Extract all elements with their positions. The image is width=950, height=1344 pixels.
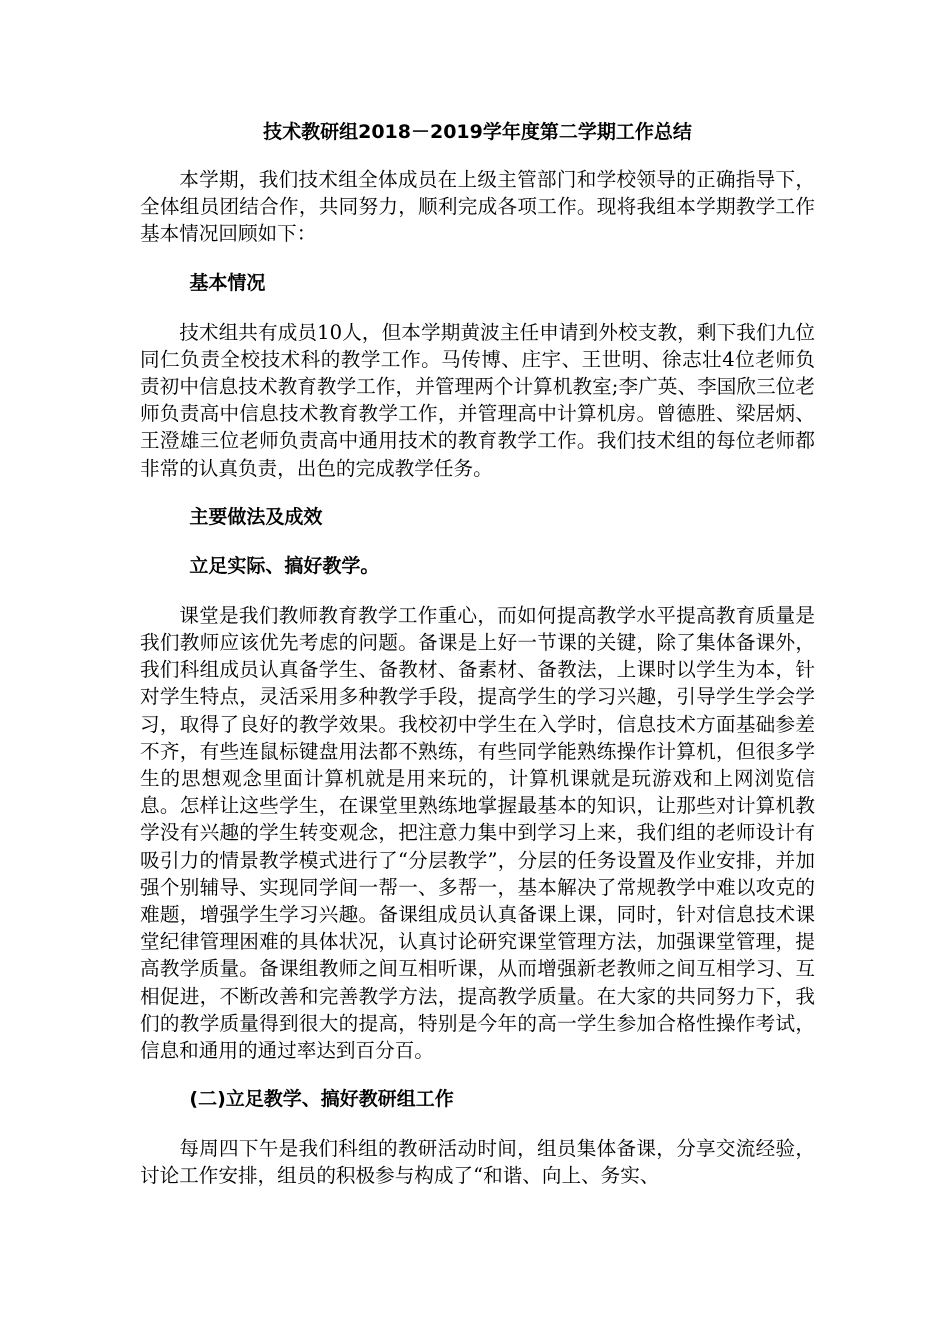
research-paragraph: 每周四下午是我们科组的教研活动时间，组员集体备课，分享交流经验，讨论工作安排，组员的积极参与构成了“和谐、向上、务实、 — [140, 1137, 815, 1188]
section-heading-basic: 基本情况 — [189, 271, 266, 294]
document-page — [140, 118, 815, 1212]
subsection-heading-research: (二)立足教学、搞好教研组工作 — [189, 1088, 454, 1111]
document-title: 技术教研组2018－2019学年度第二学期工作总结 — [263, 121, 692, 143]
basic-info-paragraph: 技术组共有成员10人，但本学期黄波主任申请到外校支教，剩下我们九位同仁负责全校技术科的教学工作。马传博、庄宇、王世明、徐志壮4位老师负责初中信息技术教育教学工作，并管理两个计算机教室;李广英、李国欣三位老师负责高中信息技术教育教学工作，并管理高中计算机房。曾德胜、梁居炳、王澄雄三位老师负责高中通用技术的教育教学工作。我们技术组的每位老师都非常的认真负责，出色的完成教学任务。 — [140, 320, 815, 480]
section-heading-main: 主要做法及成效 — [189, 505, 323, 528]
teaching-paragraph: 课堂是我们教师教育教学工作重心，而如何提高教学水平提高教育质量是我们教师应该优先考虑的问题。备课是上好一节课的关键，除了集体备课外，我们科组成员认真备学生、备教材、备素材、备教法，上课时以学生为本，针对学生特点，灵活采用多种教学手段，提高学生的学习兴趣，引导学生学会学习，取得了良好的教学效果。我校初中学生在入学时，信息技术方面基础参差不齐，有些连鼠标键盘用法都不熟练，有些同学能熟练操作计算机，但很多学生的思想观念里面计算机就是用来玩的，计算机课就是玩游戏和上网浏览信息。怎样让这些学生，在课堂里熟练地掌握最基本的知识，让那些对计算机教学没有兴趣的学生转变观念，把注意力集中到学习上来，我们组的老师设计有吸引力的情景教学模式进行了“分层教学”，分层的任务设置及作业安排，并加强个别辅导、实现同学间一帮一、多帮一，基本解决了常规教学中难以攻克的难题，增强学生学习兴趣。备课组成员认真备课上课，同时，针对信息技术课堂纪律管理困难的具体状况，认真讨论研究课堂管理方法，加强课堂管理，提高教学质量。备课组教师之间互相听课，从而增强新老教师之间互相学习、互相促进，不断改善和完善教学方法，提高教学质量。在大家的共同努力下，我们的教学质量得到很大的提高，特别是今年的高一学生参加合格性操作考试，信息和通用的通过率达到百分百。 — [140, 603, 815, 1063]
intro-paragraph: 本学期，我们技术组全体成员在上级主管部门和学校领导的正确指导下，全体组员团结合作，共同努力，顺利完成各项工作。现将我组本学期教学工作基本情况回顾如下： — [140, 168, 815, 246]
subsection-heading-teaching: 立足实际、搞好教学。 — [189, 554, 380, 577]
